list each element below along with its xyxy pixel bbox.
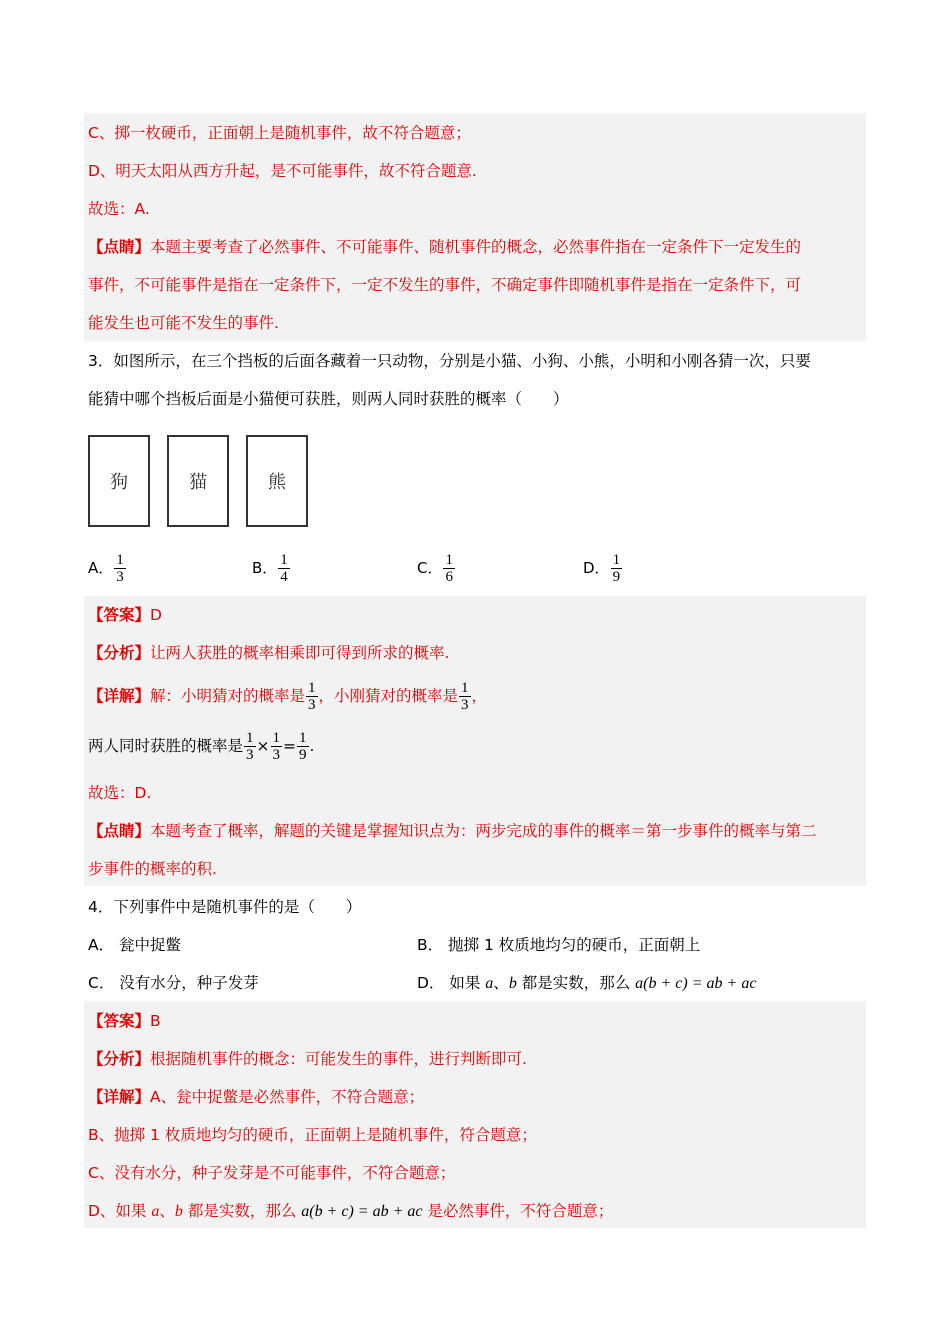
option-label: B．: [252, 559, 278, 577]
formula: a(b + c) = ab + ac: [301, 1203, 423, 1220]
both-text: 两人同时获胜的概率是: [88, 737, 244, 755]
analysis-tag: 【分析】: [88, 644, 151, 662]
comment-text: 本题主要考查了必然事件、不可能事件、随机事件的概念，必然事件指在一定条件下一定发生的: [150, 238, 802, 256]
q3-stem-l2: 能猜中哪个挡板后面是小猫便可获胜，则两人同时获胜的概率（ ）: [88, 390, 569, 408]
equals-sign: =: [283, 737, 297, 755]
detail-text: ，小刚猜对的概率是: [318, 687, 459, 705]
prev-solution-box: [84, 113, 866, 341]
comment-text: 本题考查了概率，解题的关键是掌握知识点为：两步完成的事件的概率＝第一步事件的概率与第二: [150, 822, 817, 840]
comment-tag: 【点睛】: [88, 822, 151, 840]
option-fraction: $\frac{1}{6}$: [445, 552, 453, 585]
fraction-1-3: $\frac{1}{3}$: [308, 680, 316, 713]
q4-option-a: A． 瓮中捉鳖: [88, 936, 182, 954]
option-text: D． 如果: [417, 974, 486, 992]
detail-text: 是必然事件，不符合题意；: [422, 1202, 614, 1220]
q3-detail: [88, 680, 487, 713]
var-a: a: [151, 1203, 160, 1220]
q4-detail-b: B、抛掷 1 枚质地均匀的硬币，正面朝上是随机事件，符合题意；: [88, 1126, 537, 1144]
formula: a(b + c) = ab + ac: [635, 975, 757, 992]
q3-option-d: [583, 552, 623, 585]
detail-text: ，: [471, 687, 488, 705]
option-text: 、: [493, 974, 509, 992]
var-b: b: [508, 975, 517, 992]
card-cat: 猫: [167, 435, 229, 527]
card-bear: 熊: [246, 435, 308, 527]
q4-stem: 4．下列事件中是随机事件的是（ ）: [88, 898, 362, 916]
period: .: [309, 737, 315, 755]
option-label: D．: [583, 559, 610, 577]
detail-text: 、: [159, 1202, 175, 1220]
q3-choice: 故选：D.: [88, 784, 152, 802]
analysis-tag: 【分析】: [88, 1050, 151, 1068]
fraction-1-3: $\frac{1}{3}$: [461, 680, 469, 713]
q3-option-c: [417, 552, 456, 585]
answer-value: D: [150, 606, 162, 624]
answer-tag: 【答案】: [88, 606, 151, 624]
q3-answer: [88, 604, 162, 626]
prev-d-line: D、明天太阳从西方升起，是不可能事件，故不符合题意.: [88, 162, 477, 180]
prev-choice: 故选：A.: [88, 200, 150, 218]
detail-tag: 【详解】: [88, 687, 151, 705]
answer-tag: 【答案】: [88, 1012, 151, 1030]
detail-text: 都是实数，那么: [182, 1202, 302, 1220]
card-dog: 狗: [88, 435, 150, 527]
q3-comment-l2: 步事件的概率的积.: [88, 860, 217, 878]
detail-text: D、如果: [88, 1202, 152, 1220]
q4-detail-d: [88, 1200, 613, 1223]
q4-option-b: B． 抛掷 1 枚质地均匀的硬币，正面朝上: [417, 936, 701, 954]
analysis-text: 让两人获胜的概率相乘即可得到所求的概率.: [150, 644, 450, 662]
comment-tag: 【点睛】: [88, 238, 151, 256]
fraction-1-9: $\frac{1}{9}$: [299, 730, 307, 763]
analysis-text: 根据随机事件的概念：可能发生的事件，进行判断即可.: [150, 1050, 527, 1068]
q4-detail-c: C、没有水分，种子发芽是不可能事件，不符合题意；: [88, 1164, 456, 1182]
answer-value: B: [150, 1012, 161, 1030]
q3-both-prob: [88, 730, 314, 763]
var-b: b: [174, 1203, 183, 1220]
option-text: 都是实数，那么: [516, 974, 636, 992]
q4-solution-box: [84, 1001, 866, 1228]
option-fraction: $\frac{1}{4}$: [280, 552, 288, 585]
prev-comment-l2: 事件，不可能事件是指在一定条件下，一定不发生的事件，不确定事件即随机事件是指在一定条件下，可: [88, 276, 802, 294]
times-sign: ×: [256, 737, 270, 755]
option-fraction: $\frac{1}{3}$: [116, 552, 124, 585]
q4-detail-a: [88, 1086, 424, 1108]
detail-text: 解：小明猜对的概率是: [150, 687, 306, 705]
fraction-1-3: $\frac{1}{3}$: [272, 730, 281, 763]
prev-comment-l1: [88, 236, 801, 258]
q4-answer: [88, 1010, 161, 1032]
q3-analysis: [88, 642, 449, 664]
q3-option-a: [88, 552, 127, 585]
detail-text: A、瓮中捉鳖是必然事件，不符合题意；: [150, 1088, 425, 1106]
q4-option-d: [417, 972, 756, 995]
prev-c-line: C、掷一枚硬币，正面朝上是随机事件，故不符合题意；: [88, 124, 471, 142]
q4-analysis: [88, 1048, 527, 1070]
var-a: a: [485, 975, 494, 992]
q3-comment-l1: [88, 820, 817, 842]
prev-comment-l3: 能发生也可能不发生的事件.: [88, 314, 279, 332]
q3-stem-l1: 3．如图所示，在三个挡板的后面各藏着一只动物，分别是小猫、小狗、小熊，小明和小刚各猜一次，只要: [88, 352, 811, 370]
option-fraction: $\frac{1}{9}$: [612, 552, 621, 585]
q4-option-c: C． 没有水分，种子发芽: [88, 974, 259, 992]
option-label: A．: [88, 559, 114, 577]
detail-tag: 【详解】: [88, 1088, 151, 1106]
q3-option-b: [252, 552, 291, 585]
fraction-1-3: $\frac{1}{3}$: [246, 730, 254, 763]
option-label: C．: [417, 559, 443, 577]
